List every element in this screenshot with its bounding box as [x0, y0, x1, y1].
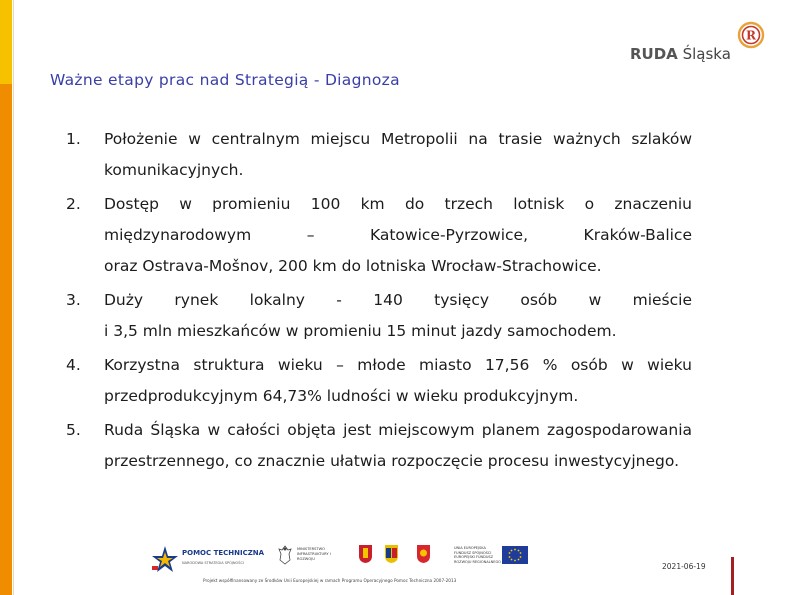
- crest-icon: [358, 544, 373, 564]
- item-text-line: Dostęp w promieniu 100 km do trzech lotnisk o znaczeniu: [104, 195, 692, 213]
- item-text: Korzystna struktura wieku – młode miasto 17,56 % osób w wieku przedprodukcyjnym 64,73% ludności w wieku produkcyjnym.: [104, 356, 692, 405]
- left-accent-bar: [0, 0, 12, 595]
- date-label: 2021-06-19: [662, 562, 706, 571]
- ruda-slaska-logo: [630, 20, 770, 70]
- crest-icon: [416, 544, 431, 564]
- item-text-line: i 3,5 mln mieszkańców w promieniu 15 minut jazdy samochodem.: [104, 322, 617, 340]
- logo-text: RUDA Śląska: [630, 45, 731, 63]
- pomoc-techniczna-star-icon: [150, 544, 180, 574]
- pomoc-techniczna-label: POMOC TECHNICZNA: [182, 549, 265, 557]
- item-text-line: międzynarodowym – Katowice-Pyrzowice, Kraków-Balice: [104, 226, 692, 244]
- strategy-list: [66, 124, 692, 480]
- footer-note: Projekt współfinansowany ze Środków Unii Europejskiej w ramach Programu Operacyjnego Pomoc Techniczna 2007-2013: [203, 578, 457, 583]
- item-number: 2.: [66, 195, 81, 213]
- eu-flag-icon: [502, 546, 528, 564]
- ministry-label: MINISTERSTWO INFRASTRUKTURY I ROZWOJU: [297, 547, 331, 561]
- list-item: [66, 285, 692, 347]
- eu-funds-label: UNIA EUROPEJSKA FUNDUSZ SPÓJNOŚCI EUROPEJSKI FUNDUSZ ROZWOJU REGIONALNEGO: [454, 546, 501, 564]
- item-text: Ruda Śląska w całości objęta jest miejscowym planem zagospodarowania przestrzennego, co znacznie ułatwia rozpoczęcie procesu inwestycyjnego.: [104, 421, 692, 470]
- svg-text:R: R: [746, 28, 756, 43]
- item-number: 1.: [66, 130, 81, 148]
- item-text: Położenie w centralnym miejscu Metropolii na trasie ważnych szlaków komunikacyjnych.: [104, 130, 692, 179]
- pomoc-techniczna-subtitle: NARODOWA STRATEGIA SPÓJNOŚCI: [182, 561, 244, 565]
- item-number: 3.: [66, 291, 81, 309]
- crest-icon: [384, 544, 399, 564]
- ruda-logo-icon: [736, 20, 766, 50]
- list-item: [66, 415, 692, 477]
- page-title: Ważne etapy prac nad Strategią - Diagnoza: [50, 71, 400, 89]
- list-item: [66, 350, 692, 412]
- polish-eagle-icon: [277, 544, 293, 566]
- list-item: [66, 124, 692, 186]
- item-number: 5.: [66, 421, 81, 439]
- item-number: 4.: [66, 356, 81, 374]
- list-item: [66, 189, 692, 282]
- item-text-line: Duży rynek lokalny - 140 tysięcy osób w mieście: [104, 291, 692, 309]
- red-accent-bar: [731, 557, 734, 595]
- item-text-line: oraz Ostrava-Mošnov, 200 km do lotniska Wrocław-Strachowice.: [104, 257, 602, 275]
